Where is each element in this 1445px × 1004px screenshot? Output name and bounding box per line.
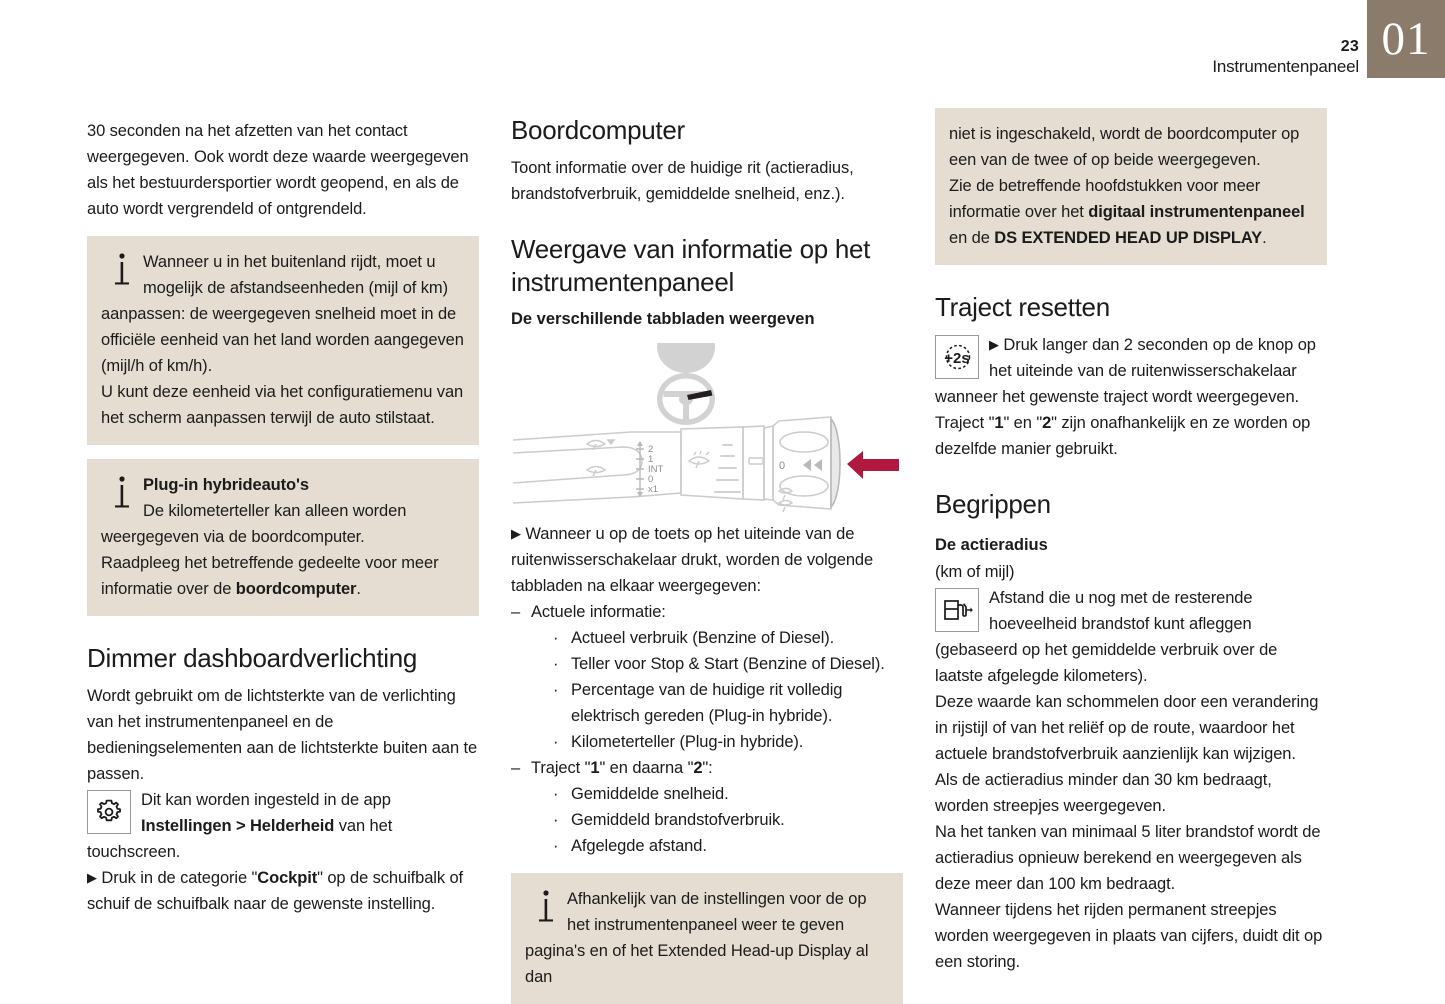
list-item-label-pre: Traject "	[531, 759, 591, 777]
infobox-plugin-rest2	[101, 550, 465, 602]
triangle-right-icon: ▶	[87, 870, 97, 885]
fuel-range-icon	[935, 588, 979, 632]
middot-marker: ·	[553, 837, 559, 855]
gear-rest: touchscreen.	[87, 843, 181, 861]
stalk-instruction	[511, 521, 903, 599]
page-header	[0, 0, 1445, 92]
infobox-units-rest: aanpassen: de weergegeven snelheid moet in de officiële eenheid van het land worden aangegeven (mijl/h of km/h).	[101, 305, 464, 375]
infobox-units	[87, 236, 479, 445]
list-item	[551, 651, 903, 677]
middot-marker: ·	[553, 681, 559, 699]
list-item-label: Teller voor Stop & Start (Benzine of Diesel).	[571, 655, 885, 673]
stalk-label-0: 0	[648, 474, 654, 485]
column-1	[87, 118, 479, 917]
page-number: 23	[1340, 38, 1359, 55]
boordcomputer-paragraph: Toont informatie over de huidige rit (actieradius, brandstofverbruik, gemiddelde snelheid, enz.).	[511, 159, 854, 203]
infobox-plugin-line-b: De kilometerteller kan alleen worden	[143, 502, 407, 520]
traject-sublist	[551, 781, 903, 859]
infobox-headup-continued	[935, 108, 1327, 265]
infobox-plugin-hybrid	[87, 459, 479, 616]
stalk-label-2: 2	[648, 444, 654, 455]
info-i-icon	[101, 472, 143, 516]
wiper-stalk-illustration	[511, 343, 903, 513]
infobox-headup	[511, 873, 903, 1004]
unit-note: (km of mijl)	[935, 563, 1015, 581]
actieradius-paragraph-1: Deze waarde kan schommelen door een verandering in rijstijl of van het reliëf op de route, waardoor het actuele brandstofverbruik aanzienlijk kan wijzigen.	[935, 693, 1319, 763]
heading-traject-resetten: Traject resetten	[935, 292, 1110, 322]
heading-weergave: Weergave van informatie op het instrumentenpaneel	[511, 234, 871, 297]
dash-marker: –	[511, 603, 521, 621]
middot-marker: ·	[553, 733, 559, 751]
list-item	[511, 755, 903, 859]
list-item	[551, 807, 903, 833]
list-item-label: Gemiddelde snelheid.	[571, 785, 729, 803]
cockpit-instruction	[87, 865, 479, 917]
stalk-label-x1: x1	[648, 484, 659, 495]
dash-marker: –	[511, 759, 521, 777]
list-item-label: Kilometerteller (Plug-in hybride).	[571, 733, 804, 751]
dimmer-paragraph: Wordt gebruikt om de lichtsterkte van de verlichting van het instrumentenpaneel en de bedieningselementen aan de lichtsterkte buiten aan te passen.	[87, 687, 478, 783]
list-item-label: Percentage van de huidige rit volledig elektrisch gereden (Plug-in hybride).	[571, 681, 843, 725]
infobox-headup-line-b: het instrumentenpaneel weer te geven	[567, 916, 845, 934]
infobox-cont-line2-pre: Zie de betreffende hoofdstukken voor meer informatie over het	[949, 177, 1261, 221]
chapter-tab: 01	[1367, 0, 1445, 78]
infobox-cont-post: .	[1262, 229, 1267, 247]
reset-line-b: het uiteinde van de ruitenwisserschakelaar	[989, 362, 1297, 380]
stalk-label-1: 1	[648, 454, 654, 465]
reset-line-a	[935, 332, 1327, 358]
infobox-plugin-rest2-pre: Raadpleeg het betreffende gedeelte voor meer informatie over de	[101, 554, 439, 598]
reset-rest2-b1: 1	[994, 414, 1004, 432]
infobox-cont-bold1: digitaal instrumentenpaneel	[1088, 203, 1305, 221]
cockpit-bold: Cockpit	[257, 869, 318, 887]
infobox-cont-mid: en de	[949, 229, 995, 247]
red-arrow-left	[847, 451, 899, 479]
list-item-label: Actuele informatie:	[531, 603, 666, 621]
heading-begrippen: Begrippen	[935, 489, 1051, 519]
gear-line-b-bold: Instellingen > Helderheid	[141, 817, 335, 835]
list-item-label-post: ":	[702, 759, 713, 777]
list-item	[551, 677, 903, 729]
heading-dimmer: Dimmer dashboardverlichting	[87, 643, 418, 673]
list-item-label-bold1: 1	[590, 759, 600, 777]
fuel-line-a: Afstand die u nog met de resterende	[989, 589, 1253, 607]
list-item-label: Afgelegde afstand.	[571, 837, 707, 855]
header-text	[1212, 38, 1359, 77]
cockpit-post: " op de schuifbalk of schuif de schuifbalk naar de gewenste instelling.	[87, 869, 464, 913]
infobox-units-line-b: mogelijk de afstandseenheden (mijl of km)	[143, 279, 448, 297]
list-item-label: Actueel verbruik (Benzine of Diesel).	[571, 629, 835, 647]
subheading-tabbladen: De verschillende tabbladen weergeven	[511, 310, 815, 328]
middot-marker: ·	[553, 785, 559, 803]
subheading-actieradius: De actieradius	[935, 536, 1048, 554]
list-item-label: Gemiddeld brandstofverbruik.	[571, 811, 785, 829]
svg-text:+2s: +2s	[944, 350, 970, 367]
gear-line-b-post: van het	[334, 817, 393, 835]
column-3	[935, 118, 1327, 975]
infobox-cont-line1: niet is ingeschakeld, wordt de boordcomputer op een van de twee of op beide weergegeven.	[949, 125, 1300, 169]
gear-icon	[87, 790, 131, 834]
reset-rest2	[935, 410, 1327, 462]
info-i-icon	[525, 886, 567, 930]
triangle-right-icon: ▶	[511, 526, 521, 541]
stalk-rear-label: 0	[779, 460, 786, 472]
list-item	[511, 599, 903, 755]
reset-instruction-block	[935, 332, 1327, 462]
infobox-plugin-rest2-post: .	[356, 580, 361, 598]
triangle-right-icon: ▶	[989, 337, 999, 352]
infobox-plugin-title: Plug-in hybrideauto's	[143, 476, 309, 494]
infobox-headup-rest: pagina's en of het Extended Head-up Display al dan	[525, 942, 869, 986]
chapter-title: Instrumentenpaneel	[1212, 57, 1359, 76]
list-item	[551, 781, 903, 807]
fuel-instruction-block	[935, 585, 1327, 689]
middot-marker: ·	[553, 629, 559, 647]
rewind-icon	[803, 459, 811, 471]
list-item	[551, 729, 903, 755]
infobox-cont-bold2: DS EXTENDED HEAD UP DISPLAY	[994, 229, 1263, 247]
actieradius-paragraph-4: Wanneer tijdens het rijden permanent streepjes worden weergegeven in plaats van cijfers, duidt dit op een storing.	[935, 901, 1323, 971]
middot-marker: ·	[553, 811, 559, 829]
gear-line-a: Dit kan worden ingesteld in de app	[141, 791, 391, 809]
list-item-label-mid: " en daarna "	[599, 759, 694, 777]
infobox-plugin-rest2-bold: boordcomputer	[235, 580, 357, 598]
stalk-instruction-text: Wanneer u op de toets op het uiteinde van de ruitenwisserschakelaar drukt, worden de volgende tabbladen na elkaar weergegeven:	[511, 525, 874, 595]
reset-rest2-b2: 2	[1042, 414, 1052, 432]
list-item	[551, 833, 903, 859]
infobox-units-rest2: U kunt deze eenheid via het configuratiemenu van het scherm aanpassen terwijl de auto stilstaat.	[101, 383, 464, 427]
fuel-line-b: hoeveelheid brandstof kunt afleggen	[989, 615, 1252, 633]
actieradius-paragraph-3: Na het tanken van minimaal 5 liter brandstof wordt de actieradius opnieuw berekend en weergegeven als deze meer dan 100 km bedraagt.	[935, 823, 1321, 893]
infobox-plugin-rest: weergegeven via de boordcomputer.	[101, 528, 365, 546]
gear-line-b	[87, 813, 479, 839]
reset-rest2-pre: Traject "	[935, 414, 995, 432]
middot-marker: ·	[553, 655, 559, 673]
intro-paragraph: 30 seconden na het afzetten van het contact weergegeven. Ook wordt deze waarde weergegeven als het bestuurdersportier wordt geopend, en als de auto wordt vergrendeld of ontgrendeld.	[87, 122, 469, 218]
stalk-label-int: INT	[648, 464, 664, 475]
infobox-cont-line2	[949, 173, 1313, 251]
reset-rest2-mid: " en "	[1003, 414, 1043, 432]
column-2	[511, 115, 903, 1004]
list-item	[551, 625, 903, 651]
cockpit-pre: Druk in de categorie "	[101, 869, 258, 887]
reset-rest2-post: " zijn onafhankelijk en ze worden op dezelfde manier gebruikt.	[935, 414, 1311, 458]
gear-instruction-block	[87, 787, 479, 865]
heading-boordcomputer: Boordcomputer	[511, 115, 685, 145]
reset-rest: wanneer het gewenste traject wordt weergegeven.	[935, 388, 1300, 406]
steering-wheel-icon	[657, 343, 715, 425]
reset-line-a-text: Druk langer dan 2 seconden op de knop op	[1003, 336, 1316, 354]
info-i-icon	[101, 249, 143, 293]
list-item-label-bold2: 2	[693, 759, 703, 777]
actieradius-paragraph-2: Als de actieradius minder dan 30 km bedraagt, worden streepjes weergegeven.	[935, 771, 1272, 815]
tab-sublist	[551, 625, 903, 755]
plus-2s-icon	[935, 335, 979, 379]
infobox-units-line-a: Wanneer u in het buitenland rijdt, moet u	[143, 253, 436, 271]
tab-list	[511, 599, 903, 859]
fuel-rest: (gebaseerd op het gemiddelde verbruik over de laatste afgelegde kilometers).	[935, 641, 1278, 685]
infobox-headup-line-a: Afhankelijk van de instellingen voor de op	[567, 890, 867, 908]
